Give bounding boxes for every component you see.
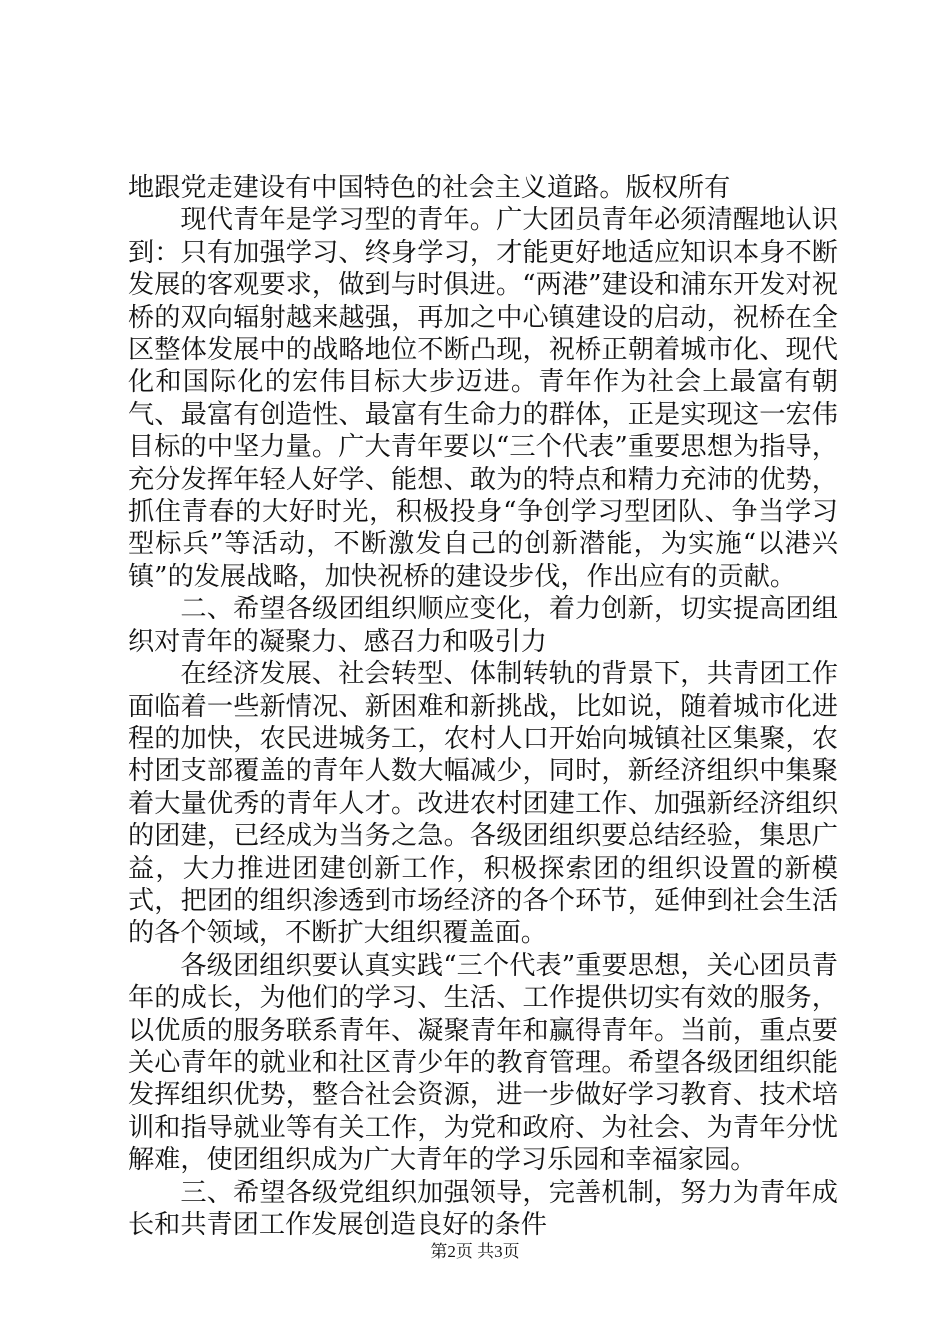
section-heading-two: 二、希望各级团组织顺应变化，着力创新，切实提高团组织对青年的凝聚力、感召力和吸引力 xyxy=(128,594,838,657)
paragraph-continuation: 地跟党走建设有中国特色的社会主义道路。版权所有 xyxy=(128,173,731,203)
section-heading-three: 三、希望各级党组织加强领导，完善机制，努力为青年成长和共青团工作发展创造良好的条件 xyxy=(128,1177,838,1240)
paragraph-economic-background: 在经济发展、社会转型、体制转轨的背景下，共青团工作面临着一些新情况、新困难和新挑战，比如说，随着城市化进程的加快，农民进城务工，农村人口开始向城镇社区集聚，农村团支部覆盖的青年人数大幅减少，同时，新经济组织中集聚着大量优秀的青年人才。改进农村团建工作、加强新经济组织的团建，已经成为当务之急。各级团组织要总结经验，集思广益，大力推进团建创新工作，积极探索团的组织设置的新模式，把团的组织渗透到市场经济的各个环节，延伸到社会生活的各个领域，不断扩大组织覆盖面。 xyxy=(128,659,838,949)
paragraph-service-youth: 各级团组织要认真实践“三个代表”重要思想，关心团员青年的成长，为他们的学习、生活、工作提供切实有效的服务，以优质的服务联系青年、凝聚青年和赢得青年。当前，重点要关心青年的就业和社区青少年的教育管理。希望各级团组织能发挥组织优势，整合社会资源，进一步做好学习教育、技术培训和指导就业等有关工作，为党和政府、为社会、为青年分忧解难，使团组织成为广大青年的学习乐园和幸福家园。 xyxy=(128,950,838,1176)
page-footer: 第2页 共3页 xyxy=(430,1242,520,1261)
document-body xyxy=(128,172,838,1241)
paragraph-learning-youth: 现代青年是学习型的青年。广大团员青年必须清醒地认识到：只有加强学习、终身学习，才能更好地适应知识本身不断发展的客观要求，做到与时俱进。“两港”建设和浦东开发对祝桥的双向辐射越来越强，再加之中心镇建设的启动，祝桥在全区整体发展中的战略地位不断凸现，祝桥正朝着城市化、现代化和国际化的宏伟目标大步迈进。青年作为社会上最富有朝气、最富有创造性、最富有生命力的群体，正是实现这一宏伟目标的中坚力量。广大青年要以“三个代表”重要思想为指导，充分发挥年轻人好学、能想、敢为的特点和精力充沛的优势，抓住青春的大好时光，积极投身“争创学习型团队、争当学习型标兵”等活动，不断激发自己的创新潜能，为实施“以港兴镇”的发展战略，加快祝桥的建设步伐，作出应有的贡献。 xyxy=(128,205,838,592)
